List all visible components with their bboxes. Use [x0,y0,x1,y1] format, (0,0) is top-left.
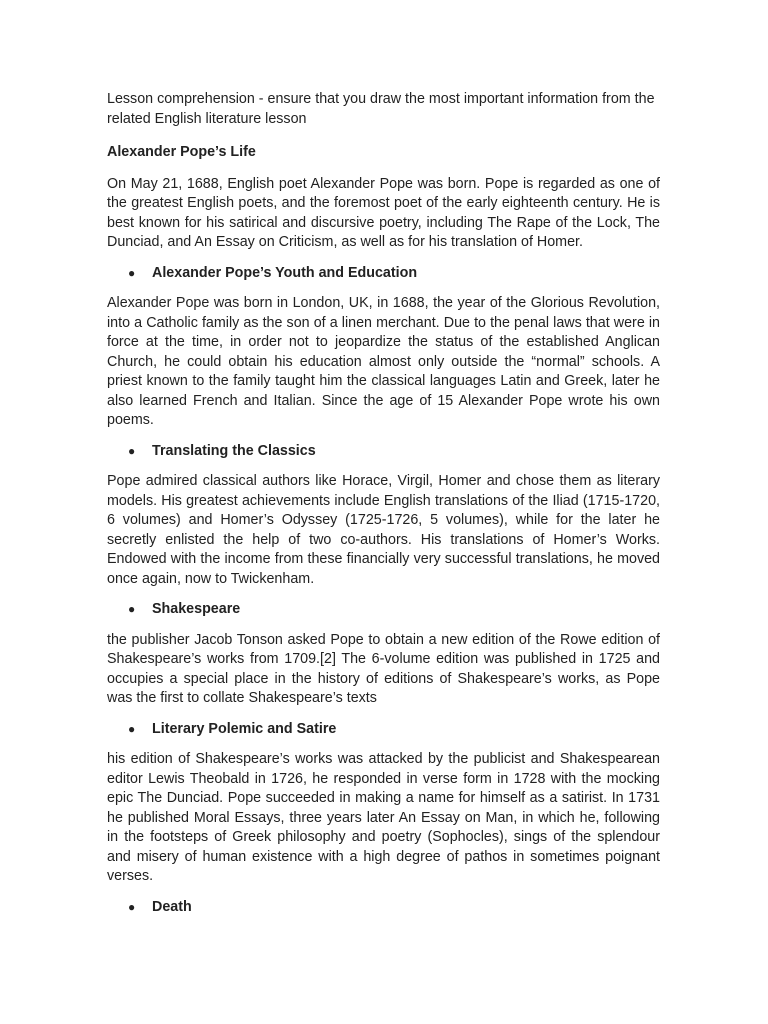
section-heading [107,720,660,740]
section-heading-label: Alexander Pope’s Youth and Education [152,264,418,281]
section-polemic [107,720,660,887]
section-shakespeare [107,600,660,709]
bullet-icon: ● [128,443,136,458]
bullet-icon: ● [128,721,136,736]
section-paragraph: Pope admired classical authors like Horace, Virgil, Homer and chose them as literary models. His greatest achievements include English translations of the Iliad (1715-1720, 6 volumes) and Homer’s Odyssey (1725-1726, 5 volumes), while for the later he secretly enlisted the help of two co-authors. His translations of Homer’s Works. Endowed with the income from these financially very successful translations, he moved once again, now to Twickenham. [107,473,660,587]
section-heading [107,898,660,918]
section-heading [107,264,660,284]
section-heading-label: Shakespeare [152,601,241,617]
document-page [107,90,660,928]
section-translating [107,442,660,590]
section-paragraph: Alexander Pope was born in London, UK, in 1688, the year of the Glorious Revolution, into a Catholic family as the son of a linen merchant. Due to the penal laws that were in force at the time, in order not to jeopardize the status of the established Anglican Church, he could obtain his education almost only outside the “normal” schools. A priest known to the family taught him the classical languages Latin and Greek, later he also learned French and Italian. Since the age of 15 Alexander Pope wrote his own poems. [107,295,660,428]
bullet-icon: ● [128,602,136,616]
page-title: Alexander Pope’s Life [107,144,256,160]
section-paragraph: his edition of Shakespeare’s works was attacked by the publicist and Shakespearean editor Lewis Theobald in 1726, he responded in verse form in 1728 with the mocking epic The Dunciad. Pope succeeded in making a name for himself as a satirist. In 1731 he published Moral Essays, three years later An Essay on Man, in which he, following in the footsteps of Greek philosophy and poetry (Sophocles), sings of the splendour and misery of human existence with a high degree of pathos in sometimes poignant verses. [107,751,660,884]
intro-text: Lesson comprehension - ensure that you draw the most important information from the related English literature lesson [107,91,655,127]
opening-paragraph: On May 21, 1688, English poet Alexander Pope was born. Pope is regarded as one of the greatest English poets, and the foremost poet of the early eighteenth century. He is best known for his satirical and discursive poetry, including The Rape of the Lock, The Dunciad, and An Essay on Criticism, as well as for his translation of Homer. [107,175,660,250]
section-heading [107,600,660,620]
section-death [107,898,660,918]
section-heading [107,442,660,462]
bullet-icon: ● [128,265,136,280]
section-youth [107,264,660,431]
section-heading-label: Death [152,898,192,915]
bullet-icon: ● [128,899,136,914]
section-paragraph: the publisher Jacob Tonson asked Pope to obtain a new edition of the Rowe edition of Shakespeare’s works from 1709.[2] The 6-volume edition was published in 1725 and occupies a special place in the history of editions of Shakespeare’s works, as Pope was the first to collate Shakespeare’s texts [107,631,660,706]
section-heading-label: Literary Polemic and Satire [152,720,337,737]
section-heading-label: Translating the Classics [152,442,316,459]
